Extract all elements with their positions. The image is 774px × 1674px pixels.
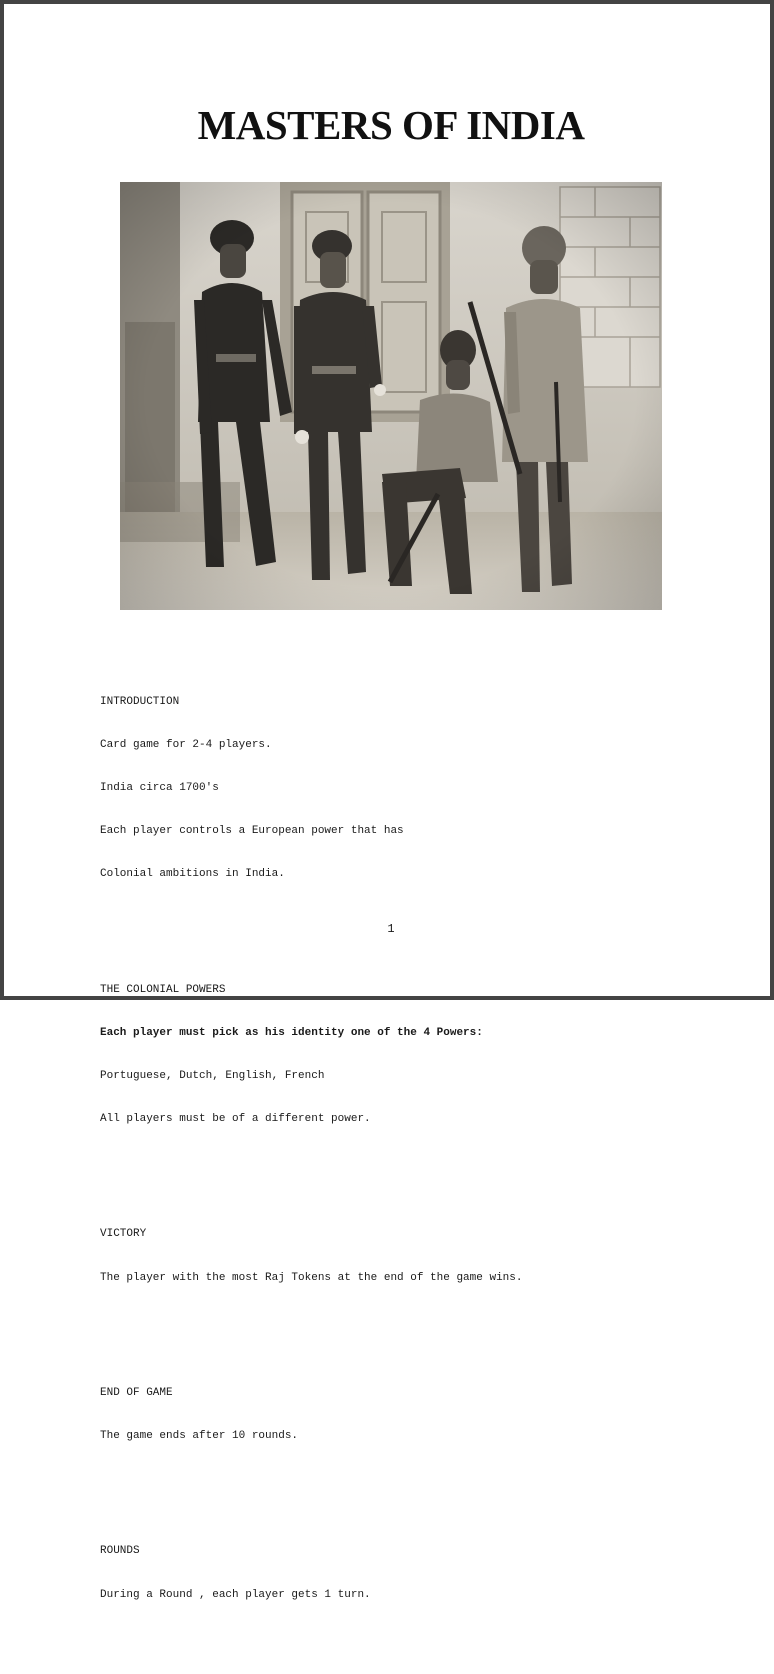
section-colonial-powers (100, 954, 700, 1156)
section-line: Each player controls a European power that has (100, 825, 404, 838)
section-introduction (100, 666, 700, 911)
section-line: India circa 1700's (100, 782, 219, 795)
section-heading: VICTORY (100, 1228, 147, 1241)
section-heading: INTRODUCTION (100, 695, 180, 708)
section-end-of-game (100, 1357, 700, 1472)
page-title: MASTERS OF INDIA (197, 102, 585, 148)
section-rounds (100, 1516, 700, 1631)
page-number: 1 (387, 922, 395, 936)
section-heading: ROUNDS (100, 1545, 140, 1558)
section-line: The player with the most Raj Tokens at the end of the game wins. (100, 1271, 523, 1284)
historical-photo-soldiers (120, 182, 662, 610)
rules-text (100, 637, 700, 1674)
section-line: During a Round , each player gets 1 turn. (100, 1588, 371, 1601)
section-line: Colonial ambitions in India. (100, 868, 285, 881)
section-line: All players must be of a different power. (100, 1113, 371, 1126)
section-line: Each player must pick as his identity one of the 4 Powers: (100, 1026, 483, 1039)
section-line: Portuguese, Dutch, English, French (100, 1070, 325, 1083)
section-victory (100, 1199, 700, 1314)
section-heading: END OF GAME (100, 1386, 173, 1399)
section-line: The game ends after 10 rounds. (100, 1430, 299, 1443)
section-heading: THE COLONIAL POWERS (100, 983, 226, 996)
section-line: Card game for 2-4 players. (100, 738, 272, 751)
